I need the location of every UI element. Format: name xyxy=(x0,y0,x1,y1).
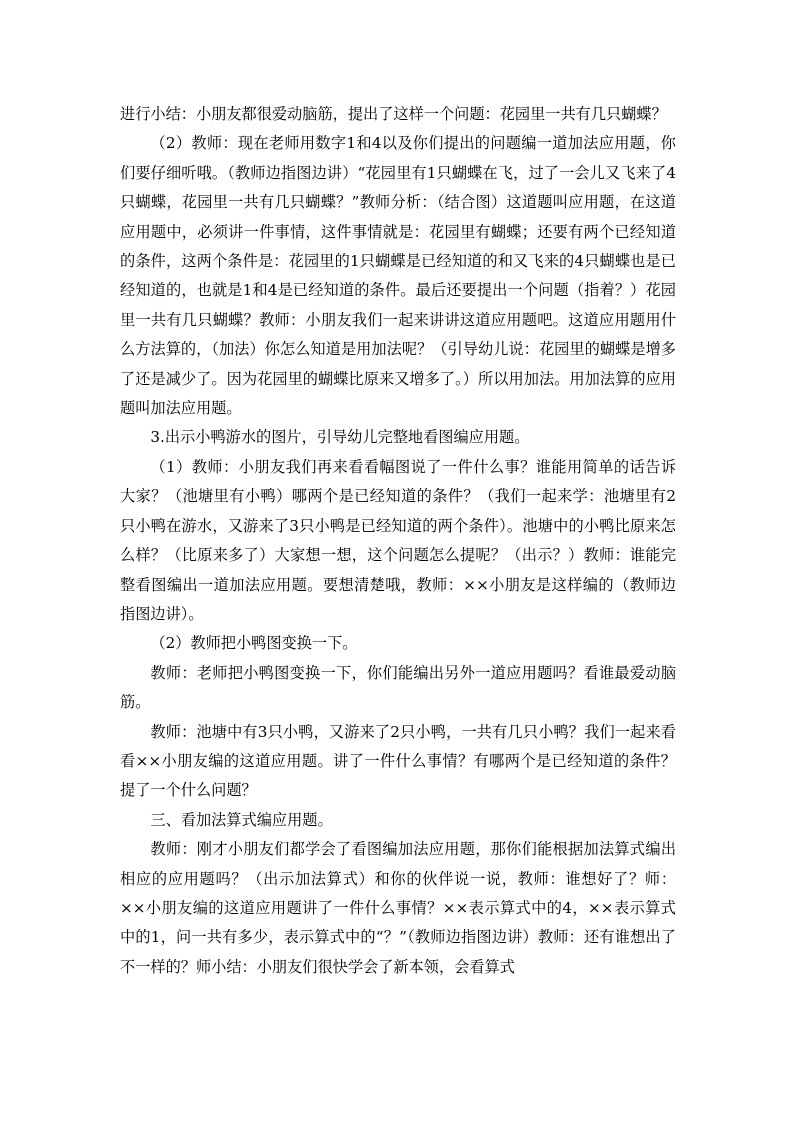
paragraph-summary: 进行小结：小朋友都很爱动脑筋，提出了这样一个问题：花园里一共有几只蝴蝶？ xyxy=(120,105,667,123)
paragraph-duck-variation: 教师：老师把小鸭图变换一下，你们能编出另外一道应用题吗？看谁最爱动脑筋。 xyxy=(120,663,676,712)
paragraph-duck-step-1: （1）教师：小朋友我们再来看看幅图说了一件什么事？谁能用简单的话告诉大家？（池塘里有小鸭）哪两个是已经知道的条件？（我们一起来学：池塘里有2只小鸭在游水，又游来了3只小鸭是已经知道的两个条件）。池塘中的小鸭比原来怎么样？（比原来多了）大家想一想，这个问题怎么提呢？（出示？）教师：谁能完整看图编出一道加法应用题。要想清楚哦，教师：××小朋友是这样编的（教师边指图边讲）。 xyxy=(120,457,676,623)
paragraph-duck-picture: 3.出示小鸭游水的图片，引导幼儿完整地看图编应用题。 xyxy=(150,428,530,447)
paragraph-duck-step-2: （2）教师把小鸭图变换一下。 xyxy=(150,634,358,653)
paragraph-duck-example: 教师：池塘中有3只小鸭，又游来了2只小鸭，一共有几只小鸭？我们一起来看看××小朋友编的这道应用题。讲了一件什么事情？有哪两个是已经知道的条件？提了一个什么问题？ xyxy=(120,722,676,800)
paragraph-formula-problem: 教师：刚才小朋友们都学会了看图编加法应用题，那你们能根据加法算式编出相应的应用题吗？（出示加法算式）和你的伙伴说一说，教师：谁想好了？师：××小朋友编的这道应用题讲了一件什么事情？××表示算式中的4，××表示算式中的1，问一共有多少，表示算式中的“？”（教师边指图边讲）教师：还有谁想出了不一样的？师小结：小朋友们很快学会了新本领，会看算式 xyxy=(120,840,676,976)
document-body xyxy=(120,100,676,982)
section-heading-3: 三、看加法算式编应用题。 xyxy=(150,810,333,829)
paragraph-butterfly-problem: （2）教师：现在老师用数字1和4以及你们提出的问题编一道加法应用题，你们要仔细听哦。（教师边指图边讲）“花园里有1只蝴蝶在飞，过了一会儿又飞来了4只蝴蝶，花园里一共有几只蝴蝶？”教师分析：（结合图）这道题叫应用题，在这道应用题中，必须讲一件事情，这件事情就是：花园里有蝴蝶；还要有两个已经知道的条件，这两个条件是：花园里的1只蝴蝶是已经知道的和又飞来的4只蝴蝶也是已经知道的，也就是1和4是已经知道的条件。最后还要提出一个问题（指着？）花园里一共有几只蝴蝶？教师：小朋友我们一起来讲讲这道应用题吧。这道应用题用什么方法算的，（加法）你怎么知道是用加法呢？（引导幼儿说：花园里的蝴蝶是增多了还是减少了。因为花园里的蝴蝶比原来又增多了。）所以用加法。用加法算的应用题叫加法应用题。 xyxy=(120,134,676,418)
